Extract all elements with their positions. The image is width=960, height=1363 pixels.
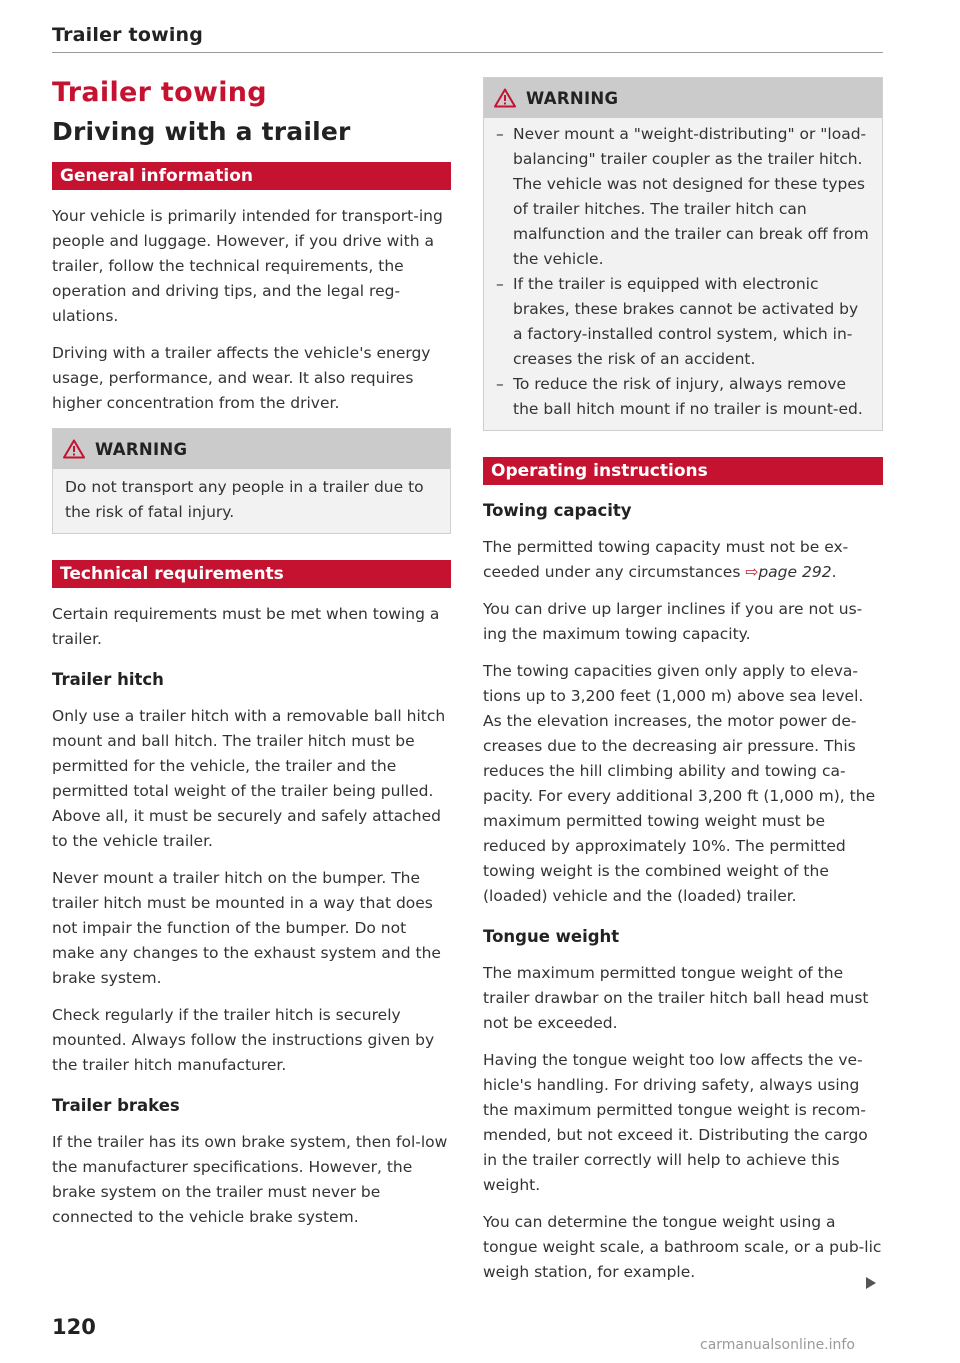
warning-box-passengers <box>52 428 451 534</box>
warning-header <box>484 78 882 118</box>
trailer-hitch-paragraph-2: Never mount a trailer hitch on the bumper. The trailer hitch must be mounted in a way that does not impair the function of the bumper. Do not make any changes to the exhaust system and the brake system. <box>52 869 441 987</box>
warning-box-trailer-hitch <box>483 77 883 431</box>
towing-capacity-paragraph-2: You can drive up larger inclines if you are not us-ing the maximum towing capacity. <box>483 600 863 643</box>
tongue-weight-paragraph-2: Having the tongue weight too low affects the ve-hicle's handling. For driving safety, always using the maximum permitted tongue weight is recom-mended, but not exceed it. Distributing the cargo in the trailer correctly will help to achieve this weight. <box>483 1051 868 1194</box>
warning-header <box>53 429 450 469</box>
general-info-paragraph-2: Driving with a trailer affects the vehicle's energy usage, performance, and wear. It also requires higher concentration from the driver. <box>52 344 431 412</box>
warning-title: WARNING <box>95 439 188 459</box>
towing-capacity-paragraph-3: The towing capacities given only apply to eleva-tions up to 3,200 feet (1,000 m) above sea level. As the elevation increases, the motor power de-creases due to the decreasing air pressure. This reduces the hill climbing ability and towing ca-pacity. For every additional 3,200 ft (1,000 m), the maximum permitted towing weight must be reduced by approximately 10%. The permitted towing weight is the combined weight of the (loaded) vehicle and the (loaded) trailer. <box>483 662 876 905</box>
section-title: Driving with a trailer <box>52 117 351 146</box>
page-number: 120 <box>52 1315 96 1339</box>
trailer-brakes-heading: Trailer brakes <box>52 1096 180 1115</box>
towing-capacity-heading: Towing capacity <box>483 501 632 520</box>
warning-list-item: – Never mount a "weight-distributing" or "load-balancing" trailer coupler as the trailer hitch. The vehicle was not designed for these types of trailer hitches. The trailer hitch can malfunction and the trailer can break off from the vehicle. <box>496 125 869 268</box>
warning-triangle-icon <box>63 439 85 459</box>
right-column <box>483 77 883 1285</box>
watermark: carmanualsonline.info <box>700 1337 855 1353</box>
technical-requirements-paragraph: Certain requirements must be met when towing a trailer. <box>52 605 440 648</box>
tongue-weight-heading: Tongue weight <box>483 927 620 946</box>
warning-title: WARNING <box>526 88 619 108</box>
tongue-weight-paragraph-1: The maximum permitted tongue weight of the trailer drawbar on the trailer hitch ball head must not be exceeded. <box>483 964 869 1032</box>
header-rule <box>52 52 883 53</box>
left-column <box>52 72 451 1230</box>
warning-list-item: – To reduce the risk of injury, always remove the ball hitch mount if no trailer is mount-ed. <box>496 375 863 418</box>
general-info-paragraph-1: Your vehicle is primarily intended for transport-ing people and luggage. However, if you drive with a trailer, follow the technical requirements, the operation and driving tips, and the legal reg-ulations. <box>52 207 443 325</box>
continue-arrow-icon <box>866 1277 876 1289</box>
general-information-heading: General information <box>52 162 451 190</box>
page-reference-link[interactable]: page 292 <box>758 563 832 581</box>
running-header: Trailer towing <box>52 24 204 46</box>
warning-triangle-icon <box>494 88 516 108</box>
warning-list <box>496 122 870 422</box>
chapter-title: Trailer towing <box>52 77 267 108</box>
warning-list-item: – If the trailer is equipped with electronic brakes, these brakes cannot be activated by a factory-installed control system, which in-creases the risk of an accident. <box>496 275 859 368</box>
operating-instructions-heading: Operating instructions <box>483 457 883 485</box>
warning-body <box>53 469 450 533</box>
warning-body <box>484 118 882 430</box>
tongue-weight-paragraph-3: You can determine the tongue weight using a tongue weight scale, a bathroom scale, or a pub-lic weigh station, for example. <box>483 1213 882 1281</box>
cross-reference-arrow-icon: ⇨ <box>745 563 759 581</box>
warning-text: Do not transport any people in a trailer due to the risk of fatal injury. <box>65 478 424 521</box>
trailer-hitch-heading: Trailer hitch <box>52 670 164 689</box>
trailer-hitch-paragraph-1: Only use a trailer hitch with a removable ball hitch mount and ball hitch. The trailer hitch must be permitted for the vehicle, the trailer and the permitted total weight of the trailer being pulled. Above all, it must be securely and safely attached to the vehicle trailer. <box>52 707 446 850</box>
trailer-hitch-paragraph-3: Check regularly if the trailer hitch is securely mounted. Always follow the instructions given by the trailer hitch manufacturer. <box>52 1006 435 1074</box>
technical-requirements-heading: Technical requirements <box>52 560 451 588</box>
trailer-brakes-paragraph: If the trailer has its own brake system, then fol-low the manufacturer specifications. However, the brake system on the trailer must never be connected to the vehicle brake system. <box>52 1133 448 1226</box>
towing-capacity-paragraph-1: The permitted towing capacity must not be ex-ceeded under any circumstances ⇨page 292. <box>483 538 849 581</box>
